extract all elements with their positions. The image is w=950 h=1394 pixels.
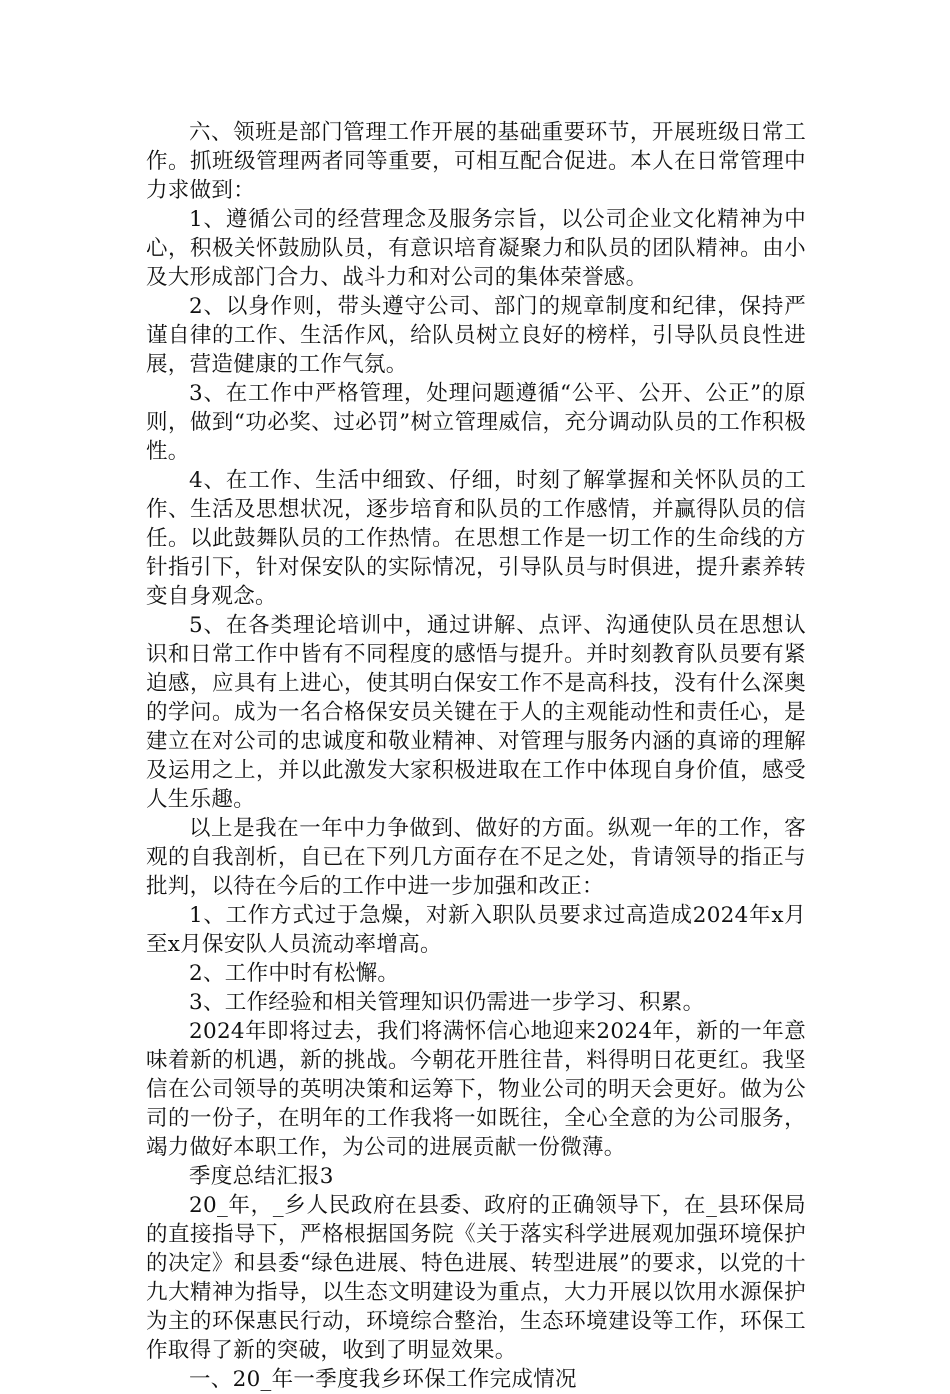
paragraph-environment-intro: 20_年，_乡人民政府在县委、政府的正确领导下，在_县环保局的直接指导下，严格根据国务院《关于落实科学进展观加强环境保护的决定》和县委“绿色进展、特色进展、转型进展”的要求，以党的十九大精神为指导，以生态文明建设为重点，大力开展以饮用水源保护为主的环保惠民行动，环境综合整治，生态环境建设等工作，环保工作取得了新的突破，收到了明显效果。 xyxy=(146,1193,806,1363)
paragraph-section-six: 六、领班是部门管理工作开展的基础重要环节，开展班级日常工作。抓班级管理两者同等重要，可相互配合促进。本人在日常管理中力求做到： xyxy=(146,120,806,203)
paragraph-shortcoming-3: 3、工作经验和相关管理知识仍需进一步学习、积累。 xyxy=(189,990,705,1015)
paragraph-item-3: 3、在工作中严格管理，处理问题遵循“公平、公开、公正”的原则，做到“功必奖、过必罚”树立管理威信，充分调动队员的工作积极性。 xyxy=(146,381,806,464)
paragraph-shortcoming-2: 2、工作中时有松懈。 xyxy=(189,961,400,986)
paragraph-self-review: 以上是我在一年中力争做到、做好的方面。纵观一年的工作，客观的自我剖析，自已在下列几方面存在不足之处，肯请领导的指正与批判，以待在今后的工作中进一步加强和改正： xyxy=(146,816,806,899)
paragraph-outlook: 2024年即将过去，我们将满怀信心地迎来2024年，新的一年意味着新的机遇，新的挑战。今朝花开胜往昔，料得明日花更红。我坚信在公司领导的英明决策和运筹下，物业公司的明天会更好。做为公司的一份子，在明年的工作我将一如既往，全心全意的为公司服务，竭力做好本职工作，为公司的进展贡献一份微薄。 xyxy=(146,1019,806,1160)
subsection-title-q1: 一、20_年一季度我乡环保工作完成情况 xyxy=(189,1367,577,1392)
paragraph-item-4: 4、在工作、生活中细致、仔细，时刻了解掌握和关怀队员的工作、生活及思想状况，逐步培育和队员的工作感情，并赢得队员的信任。以此鼓舞队员的工作热情。在思想工作是一切工作的生命线的方针指引下，针对保安队的实际情况，引导队员与时俱进，提升素养转变自身观念。 xyxy=(146,468,806,609)
paragraph-item-1: 1、遵循公司的经营理念及服务宗旨，以公司企业文化精神为中心，积极关怀鼓励队员，有意识培育凝聚力和队员的团队精神。由小及大形成部门合力、战斗力和对公司的集体荣誉感。 xyxy=(146,207,806,290)
paragraph-item-5: 5、在各类理论培训中，通过讲解、点评、沟通使队员在思想认识和日常工作中皆有不同程度的感悟与提升。并时刻教育队员要有紧迫感，应具有上进心，使其明白保安工作不是高科技，没有什么深奥的学问。成为一名合格保安员关键在于人的主观能动性和责任心，是建立在对公司的忠诚度和敬业精神、对管理与服务内涵的真谛的理解及运用之上，并以此激发大家积极进取在工作中体现自身价值，感受人生乐趣。 xyxy=(146,613,806,812)
paragraph-item-2: 2、以身作则，带头遵守公司、部门的规章制度和纪律，保持严谨自律的工作、生活作风，给队员树立良好的榜样，引导队员良性进展，营造健康的工作气氛。 xyxy=(146,294,806,377)
section-title-report-3: 季度总结汇报3 xyxy=(189,1164,334,1189)
paragraph-shortcoming-1: 1、工作方式过于急燥，对新入职队员要求过高造成2024年x月至x月保安队人员流动率增高。 xyxy=(146,903,806,957)
document-page xyxy=(146,118,806,1394)
